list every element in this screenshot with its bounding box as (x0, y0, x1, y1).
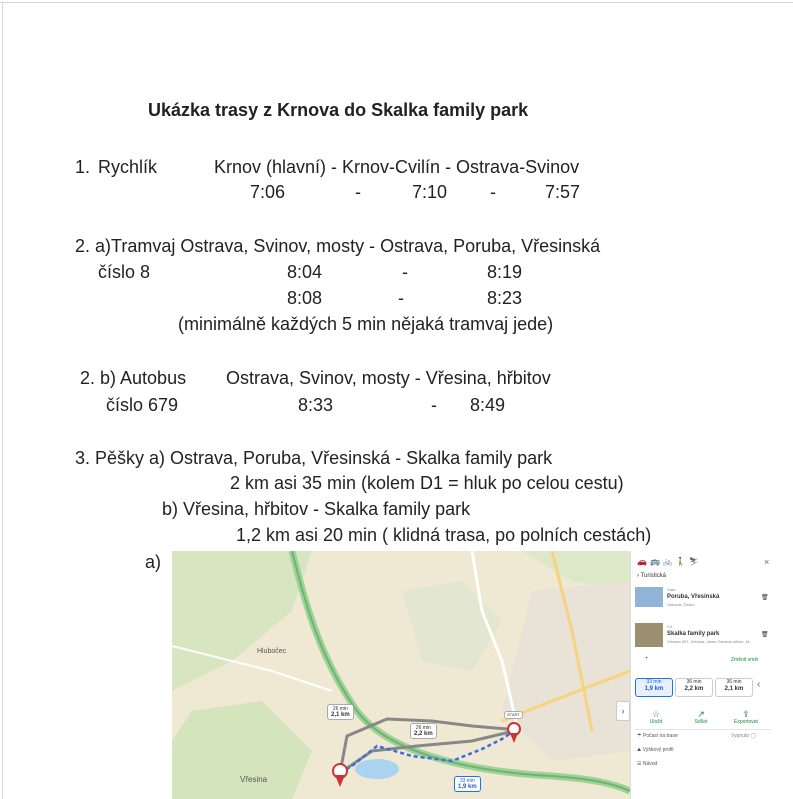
s1-dash-2: - (490, 182, 496, 202)
from-sub: Ostrava, Česko (667, 602, 695, 607)
route-bubble-2[interactable] (410, 723, 437, 739)
s2b-dash: - (431, 395, 437, 415)
s2a-r2-dep: 8:08 (287, 288, 323, 308)
page-border-left (2, 2, 3, 799)
trash-icon[interactable]: 🗑 (761, 632, 769, 638)
export-icon: ⇪ (742, 709, 750, 719)
route-bubble-2-time: 26 min (415, 725, 431, 731)
weather-toggle[interactable]: Vypnuto ◯ (731, 733, 757, 739)
s2a-note: (minimálně každých 5 min nějaká tramvaj jede) (178, 314, 554, 334)
s2b-dep: 8:33 (298, 395, 334, 415)
guide-option[interactable]: ☰ Návod (637, 761, 658, 767)
star-icon: ☆ (651, 709, 661, 719)
trash-icon[interactable]: 🗑 (761, 595, 769, 601)
s2b-stations: Ostrava, Svinov, mosty - Vřesina, hřbitov (226, 368, 551, 388)
to-small: Cíl (667, 624, 672, 629)
route-bubble-3-time: 33 min (459, 778, 475, 784)
route-bubble-1-time: 26 min (332, 706, 348, 712)
document-title: Ukázka trasy z Krnova do Skalka family park (148, 100, 529, 120)
from-small: Start (667, 587, 676, 592)
s2a-line: číslo 8 (98, 262, 151, 282)
share-button[interactable] (686, 709, 716, 725)
collapse-panel-button[interactable]: › (616, 701, 630, 721)
route-bubble-2-dist: 2,2 km (414, 731, 433, 737)
s3-b-label: b) Vřesina, hřbitov - Skalka family park (162, 499, 471, 519)
s2b-label: 2. b) Autobus (80, 368, 187, 388)
weather-option[interactable]: ☂ Počasí na trase (637, 733, 678, 739)
export-button[interactable] (731, 709, 761, 725)
close-icon[interactable]: × (764, 557, 770, 567)
route-panel (630, 551, 775, 799)
more-options-chevron-icon[interactable]: ‹ (757, 679, 761, 690)
swap-direction-button[interactable]: Změnit směr (731, 657, 759, 663)
s2a-r1-arr: 8:19 (487, 262, 523, 282)
from-photo (635, 587, 663, 607)
share-label: Sdílet (694, 719, 708, 725)
weather-label: Počasí na trase (642, 733, 678, 739)
s1-label: Rychlík (98, 157, 158, 177)
route-option-3[interactable] (715, 678, 753, 697)
back-label: Turistická (640, 573, 667, 579)
page-border-top (0, 2, 793, 3)
route-option-1-time: 33 min (646, 679, 662, 685)
s1-dash-1: - (355, 182, 361, 202)
to-name[interactable]: Skalka family park (667, 631, 720, 637)
map-place-1: Hlubočec (257, 648, 287, 655)
elevation-option[interactable]: ⛰ Výškový profil (637, 747, 674, 753)
s3-label: 3. Pěšky a) Ostrava, Poruba, Vřesinská - Skalka family park (75, 448, 553, 468)
add-waypoint-button[interactable]: + (645, 656, 649, 662)
s3-b-detail: 1,2 km asi 20 min ( klidná trasa, po polních cestách) (236, 525, 652, 545)
s1-stations: Krnov (hlavní) - Krnov-Cvilín - Ostrava-Svinov (214, 157, 580, 177)
route-option-3-time: 36 min (726, 679, 742, 685)
route-option-1[interactable] (635, 678, 673, 697)
route-option-1-dist: 1,9 km (644, 686, 664, 692)
s1-time-3: 7:57 (545, 182, 581, 202)
from-name[interactable]: Poruba, Vřesinská (667, 594, 720, 600)
transport-mode-icons[interactable]: 🚗🚌🚲🚶⛷ (637, 557, 702, 566)
share-icon: ↗ (697, 709, 705, 719)
weather-state: Vypnuto (731, 733, 750, 739)
route-option-2[interactable] (675, 678, 713, 697)
s1-time-2: 7:10 (412, 182, 448, 202)
s2b-arr: 8:49 (470, 395, 506, 415)
divider (635, 729, 772, 730)
to-photo (635, 623, 663, 647)
to-sub: Vřesina 907, Vřesina, okres Ostrava-město, M... (667, 639, 753, 644)
s2a-r1-dash: - (402, 262, 408, 282)
route-option-2-dist: 2,2 km (684, 686, 704, 692)
s2a-r2-arr: 8:23 (487, 288, 523, 308)
start-label: START (504, 711, 523, 719)
route-bubble-3-dist: 1,9 km (458, 784, 477, 790)
save-button[interactable] (641, 709, 671, 725)
map-place-2: Vřesina (240, 775, 268, 784)
guide-label: Návod (642, 761, 658, 767)
back-link[interactable]: › Turistická (637, 573, 667, 579)
route-option-3-dist: 2,1 km (724, 686, 744, 692)
s3-a-detail: 2 km asi 35 min (kolem D1 = hluk po celou cestu) (230, 473, 624, 493)
s2a-r1-dep: 8:04 (287, 262, 323, 282)
s2b-line: číslo 679 (106, 395, 179, 415)
route-bubble-1[interactable] (327, 704, 354, 720)
s1-number: 1. (75, 157, 91, 177)
map-marker-label: a) (145, 552, 162, 572)
export-label: Exportovat (734, 719, 758, 725)
s2a-label: 2. a)Tramvaj Ostrava, Svinov, mosty - Ostrava, Poruba, Vřesinská (75, 236, 601, 256)
route-option-2-time: 36 min (686, 679, 702, 685)
s2a-r2-dash: - (398, 288, 404, 308)
elevation-label: Výškový profil (642, 747, 674, 753)
save-label: Uložit (649, 719, 663, 725)
s1-time-1: 7:06 (250, 182, 286, 202)
route-bubble-1-dist: 2,1 km (331, 712, 350, 718)
route-map[interactable] (172, 551, 775, 799)
route-bubble-3[interactable] (454, 776, 481, 792)
